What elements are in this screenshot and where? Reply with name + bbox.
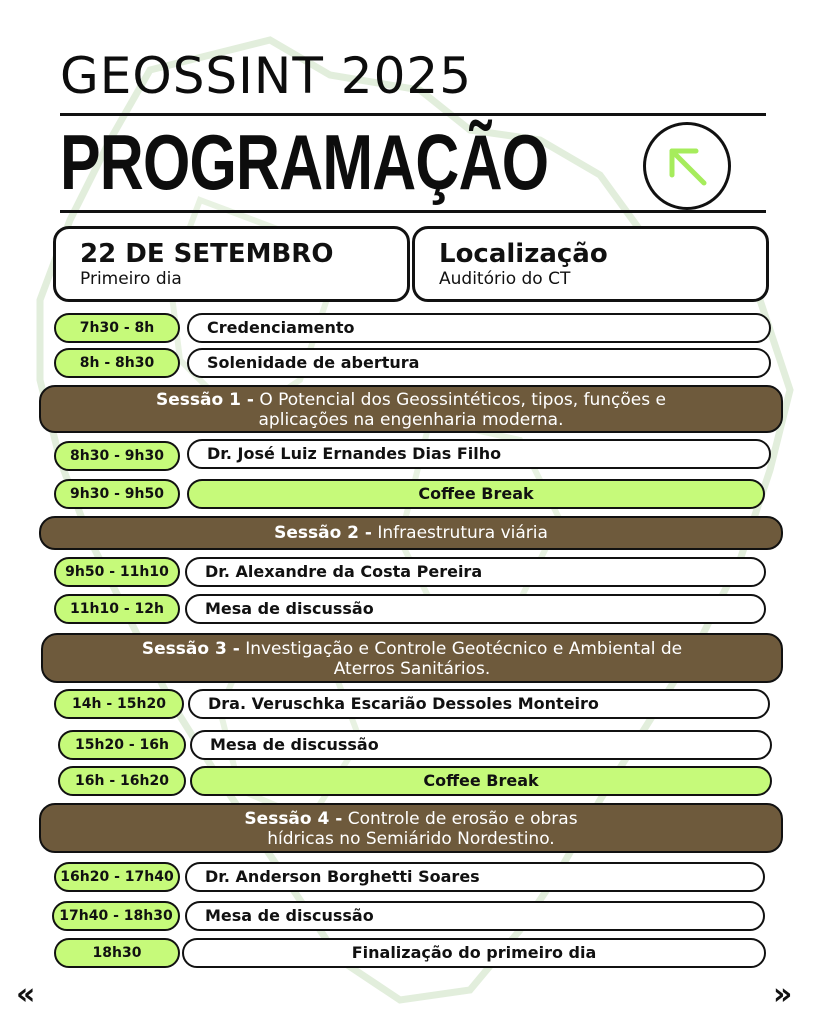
session-label: Sessão 1 - [156,390,254,410]
location-card [412,226,769,302]
session-banner [39,385,783,433]
schedule-event: Mesa de discussão [185,901,765,931]
time-slot: 9h30 - 9h50 [54,479,180,509]
session-label: Sessão 2 - [274,523,372,543]
arrow-up-left-button[interactable] [643,122,731,210]
schedule-event: Credenciamento [187,313,771,343]
session-title-line: Infraestrutura viária [377,523,548,543]
schedule-event: Dr. Anderson Borghetti Soares [185,862,765,892]
session-banner [39,803,783,853]
location-subtitle: Auditório do CT [439,269,571,289]
time-slot: 18h30 [54,938,180,968]
schedule-event: Mesa de discussão [190,730,772,760]
session-title-line: O Potencial dos Geossintéticos, tipos, funções e [259,390,666,410]
location-title: Localização [439,239,608,269]
event-title: GEOSSINT 2025 [60,47,472,105]
schedule-event: Dra. Veruschka Escarião Dessoles Monteiro [188,689,770,719]
session-title-line: Investigação e Controle Geotécnico e Ambiental de [245,639,683,659]
previous-page-button[interactable]: « [16,977,36,1012]
time-slot: 9h50 - 11h10 [54,557,180,587]
time-slot: 8h - 8h30 [54,348,180,378]
date-subtitle: Primeiro dia [80,269,182,289]
arrow-up-left-icon [646,125,728,207]
time-slot: 16h20 - 17h40 [54,862,180,892]
session-title-line: hídricas no Semiárido Nordestino. [267,829,555,849]
time-slot: 11h10 - 12h [54,594,180,624]
session-banner [39,516,783,550]
time-slot: 15h20 - 16h [58,730,186,760]
coffee-break-bar: Coffee Break [190,766,772,796]
time-slot: 16h - 16h20 [58,766,186,796]
time-slot: 7h30 - 8h [54,313,180,343]
session-title-line: Controle de erosão e obras [347,809,578,829]
coffee-break-bar: Coffee Break [187,479,765,509]
time-slot: 8h30 - 9h30 [54,441,180,471]
session-label: Sessão 3 - [141,639,240,659]
session-label: Sessão 4 - [244,809,343,829]
session-banner [41,633,783,683]
schedule-event: Dr. Alexandre da Costa Pereira [185,557,766,587]
schedule-event: Finalização do primeiro dia [182,938,766,968]
time-slot: 17h40 - 18h30 [52,901,180,931]
schedule-event: Dr. José Luiz Ernandes Dias Filho [187,439,771,469]
date-card [53,226,410,302]
time-slot: 14h - 15h20 [54,689,184,719]
session-title-line: Aterros Sanitários. [333,659,491,679]
schedule-event: Mesa de discussão [185,594,766,624]
session-title-line: aplicações na engenharia moderna. [258,410,564,430]
date-title: 22 DE SETEMBRO [80,239,334,269]
schedule-event: Solenidade de abertura [187,348,771,378]
next-page-button[interactable]: » [773,977,793,1012]
bottom-divider [60,210,766,213]
page-title: PROGRAMAÇÃO [60,118,549,206]
